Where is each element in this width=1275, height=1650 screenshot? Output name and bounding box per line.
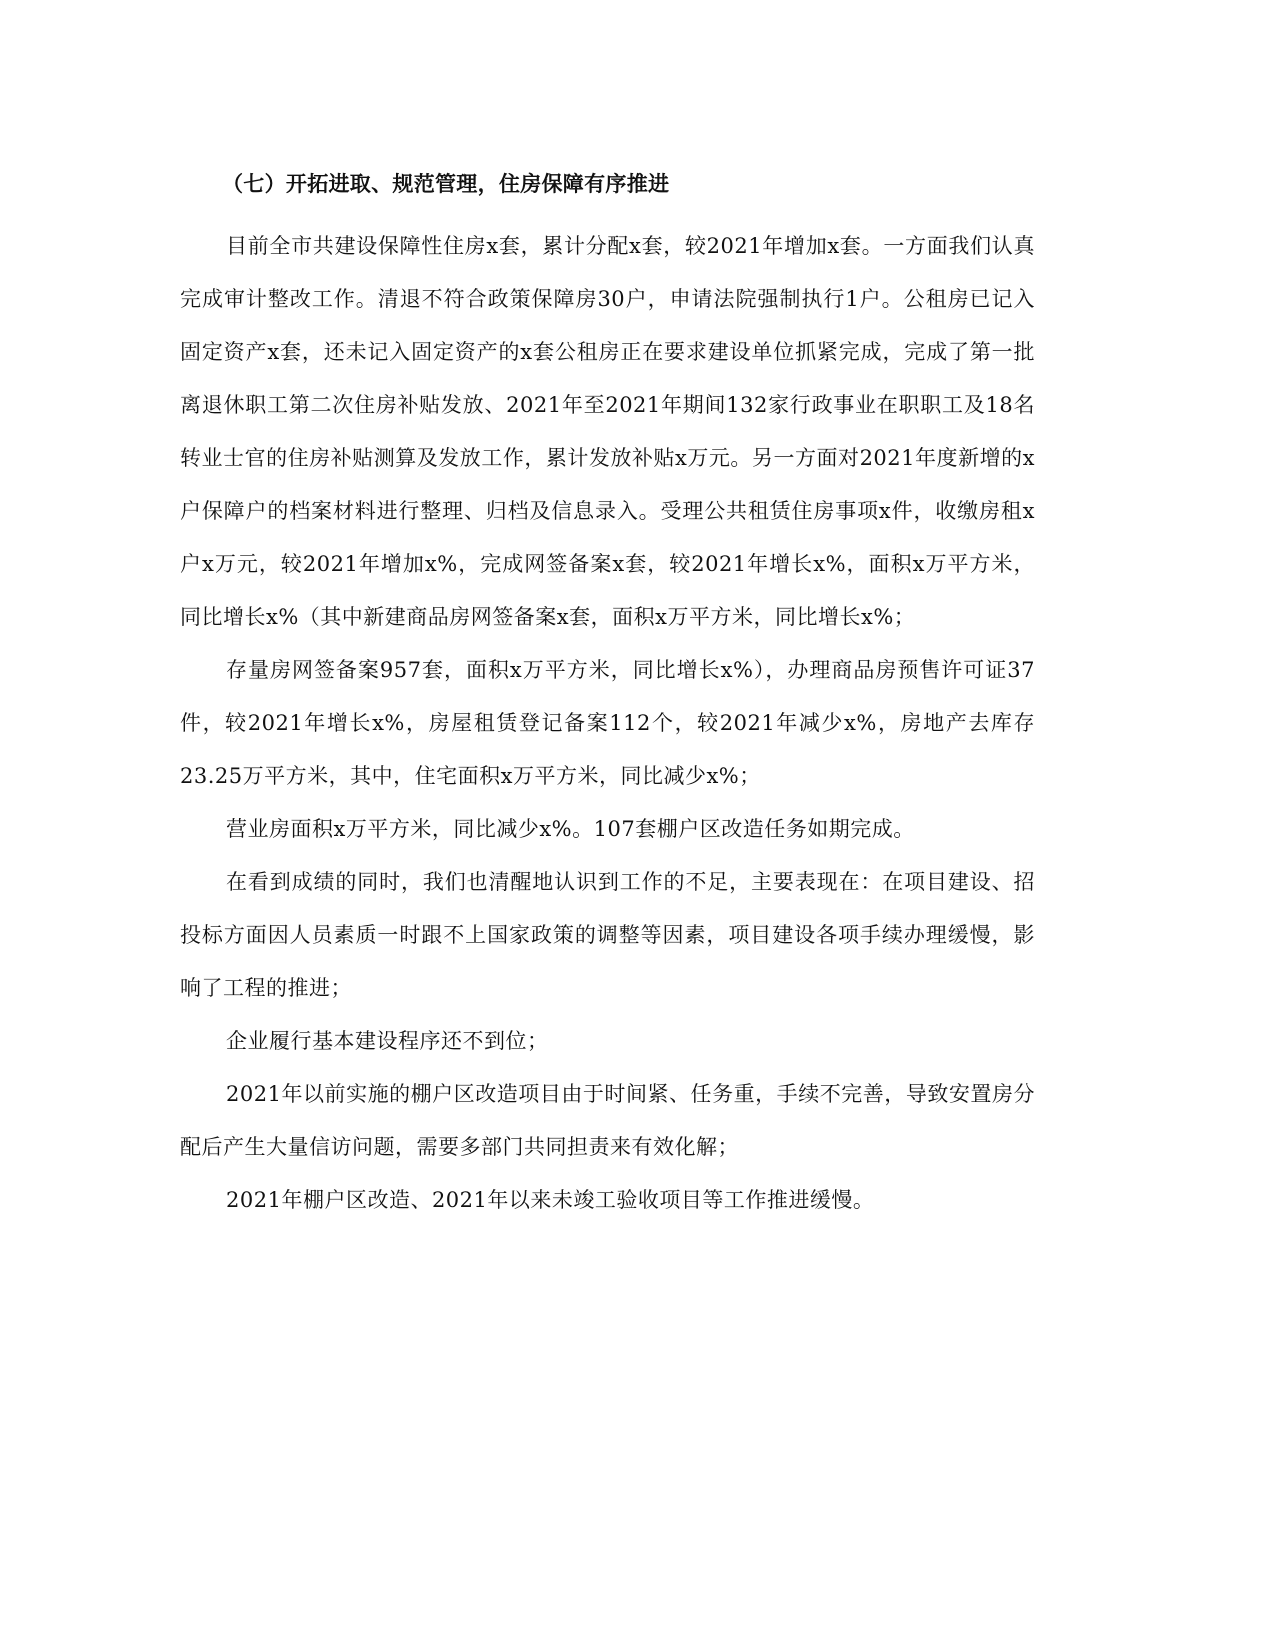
paragraph-slow-progress: 2021年棚户区改造、2021年以来未竣工验收项目等工作推进缓慢。 (226, 1188, 875, 1212)
paragraph-shortcomings: 在看到成绩的同时，我们也清醒地认识到工作的不足，主要表现在：在项目建设、招投标方面因人员素质一时跟不上国家政策的调整等因素，项目建设各项手续办理缓慢，影响了工程的推进； (180, 870, 1035, 1000)
paragraph-commercial-housing: 营业房面积x万平方米，同比减少x%。107套棚户区改造任务如期完成。 (226, 817, 915, 841)
paragraph-construction-procedures: 企业履行基本建设程序还不到位； (226, 1029, 549, 1053)
document-page (180, 168, 1035, 1227)
paragraph-existing-housing: 存量房网签备案957套，面积x万平方米，同比增长x%），办理商品房预售许可证37件，较2021年增长x%，房屋租赁登记备案112个，较2021年减少x%，房地产去库存23.25万平方米，其中，住宅面积x万平方米，同比减少x%； (180, 658, 1035, 788)
paragraph-shantytown-issues: 2021年以前实施的棚户区改造项目由于时间紧、任务重，手续不完善，导致安置房分配后产生大量信访问题，需要多部门共同担责来有效化解； (180, 1082, 1035, 1159)
paragraph-housing-summary: 目前全市共建设保障性住房x套，累计分配x套，较2021年增加x套。一方面我们认真完成审计整改工作。清退不符合政策保障房30户，申请法院强制执行1户。公租房已记入固定资产x套，还未记入固定资产的x套公租房正在要求建设单位抓紧完成，完成了第一批离退休职工第二次住房补贴发放、2021年至2021年期间132家行政事业在职职工及18名转业士官的住房补贴测算及发放工作，累计发放补贴x万元。另一方面对2021年度新增的x户保障户的档案材料进行整理、归档及信息录入。受理公共租赁住房事项x件，收缴房租x户x万元，较2021年增加x%，完成网签备案x套，较2021年增长x%，面积x万平方米，同比增长x%（其中新建商品房网签备案x套，面积x万平方米，同比增长x%； (180, 234, 1035, 629)
section-heading: （七）开拓进取、规范管理，住房保障有序推进 (222, 172, 670, 196)
